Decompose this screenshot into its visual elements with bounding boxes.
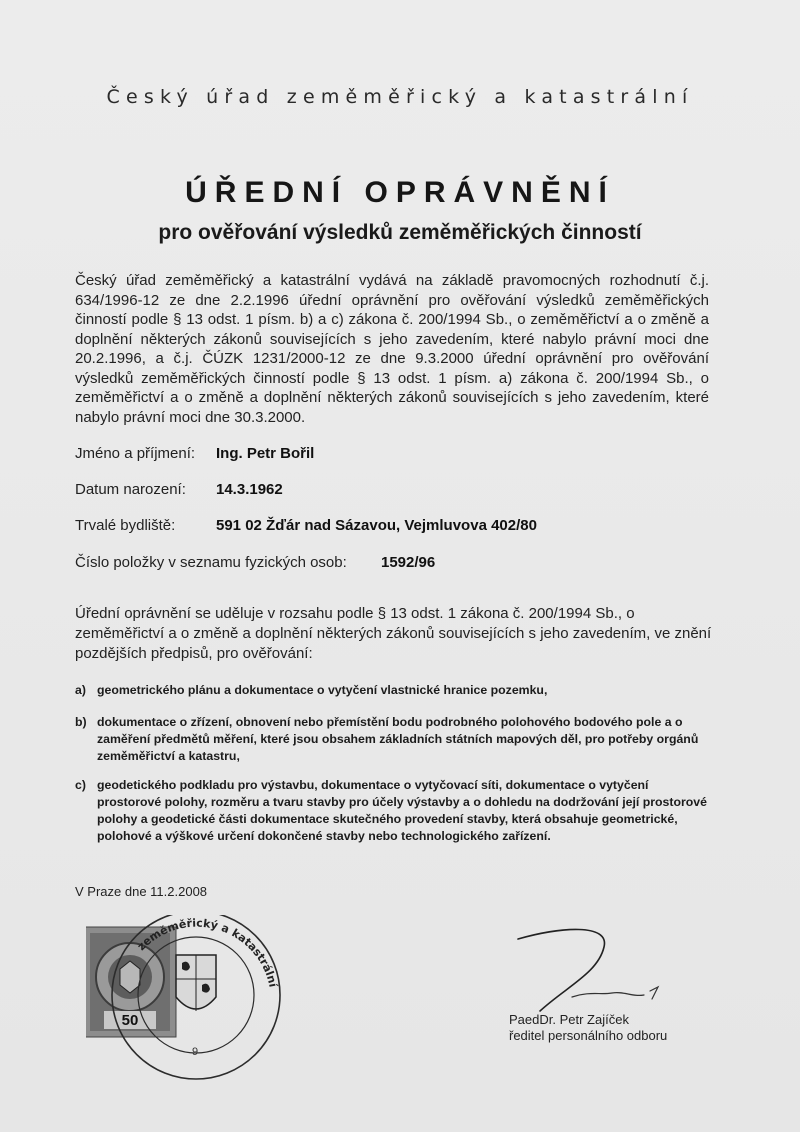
scope-item-b <box>75 714 715 765</box>
document-subtitle: pro ověřování výsledků zeměměřických činností <box>158 221 642 244</box>
registry-field <box>75 554 436 571</box>
scope-item-c <box>75 777 715 845</box>
item-letter: c) <box>75 778 86 792</box>
seal-number: 9 <box>192 1046 199 1058</box>
registry-label: Číslo položky v seznamu fyzických osob: <box>75 554 347 571</box>
signatory-name: PaedDr. Petr Zajíček <box>509 1012 629 1027</box>
handwritten-signature <box>500 925 680 1015</box>
item-text: geometrického plánu a dokumentace o vytyčení vlastnické hranice pozemku, <box>97 683 548 697</box>
item-letter: b) <box>75 715 87 729</box>
signatory-block <box>509 1012 667 1044</box>
signatory-position: ředitel personálního odboru <box>509 1028 668 1043</box>
place-and-date: V Praze dne 11.2.2008 <box>75 884 208 899</box>
birth-date-value: 14.3.1962 <box>216 481 283 498</box>
address-label: Trvalé bydliště: <box>75 517 176 534</box>
intro-paragraph: Český úřad zeměměřický a katastrální vydává na základě pravomocných rozhodnutí č.j. 634/1996-12 ze dne 2.2.1996 úřední oprávnění pro ověřování výsledků zeměměřických činností podle § 13 odst. 1 písm. b) a c) zákona č. 200/1994 Sb., o zeměměřictví a o změně a doplnění některých zákonů souvisejících s jeho zavedením, které nabylo právní moci dne 20.2.1996, a č.j. ČÚZK 1231/2000-12 ze dne 9.3.2000 úřední oprávnění pro ověřování výsledků zeměměřických činností podle § 13 odst. 1 písm. a) zákona č. 200/1994 Sb., o zeměměřictví a o změně a doplnění některých zákonů souvisejících s jeho zavedením, které nabylo právní moci dne 30.3.2000. <box>75 272 709 426</box>
item-text: geodetického podkladu pro výstavbu, dokumentace o vytyčovací síti, dokumentace o vytyčení prostorové polohy, rozměru a tvaru stavby pro účely výstavby a o dohledu na dodržování její prostorové polohy a geodetické části dokumentace skutečného provedení stavby, která obsahuje geometrické, polohové a výškové určení dokončené stavby nebo technologického zařízení. <box>97 778 707 843</box>
document-title: ÚŘEDNÍ OPRÁVNĚNÍ <box>185 176 615 209</box>
official-seal <box>86 915 286 1115</box>
seal-text: zeměměřický a katastrální <box>134 916 280 989</box>
birth-date-label: Datum narození: <box>75 481 186 498</box>
issuing-authority: Český úřad zeměměřický a katastrální <box>106 86 694 108</box>
name-value: Ing. Petr Bořil <box>216 445 315 462</box>
scope-paragraph: Úřední oprávnění se uděluje v rozsahu podle § 13 odst. 1 zákona č. 200/1994 Sb., o zeměměřictví a o změně a doplnění některých zákonů souvisejících s jeho zavedením, ve znění pozdějších předpisů, pro ověřování: <box>75 605 712 662</box>
revenue-stamp-icon <box>86 927 176 1037</box>
revenue-stamp-value: 50 <box>121 1012 139 1029</box>
birth-date-field <box>75 481 283 498</box>
scope-item-a <box>75 682 715 699</box>
item-letter: a) <box>75 683 86 697</box>
address-field <box>75 517 537 534</box>
name-label: Jméno a příjmení: <box>75 445 196 462</box>
name-field <box>75 445 315 462</box>
item-text: dokumentace o zřízení, obnovení nebo přemístění bodu podrobného polohového bodového pole a o zaměření předmětů měření, které jsou obsahem základních státních mapových děl, pro potřeby orgánů zeměměřictví a katastru, <box>97 715 699 763</box>
address-value: 591 02 Žďár nad Sázavou, Vejmluvova 402/80 <box>216 517 537 534</box>
registry-value: 1592/96 <box>381 554 436 571</box>
